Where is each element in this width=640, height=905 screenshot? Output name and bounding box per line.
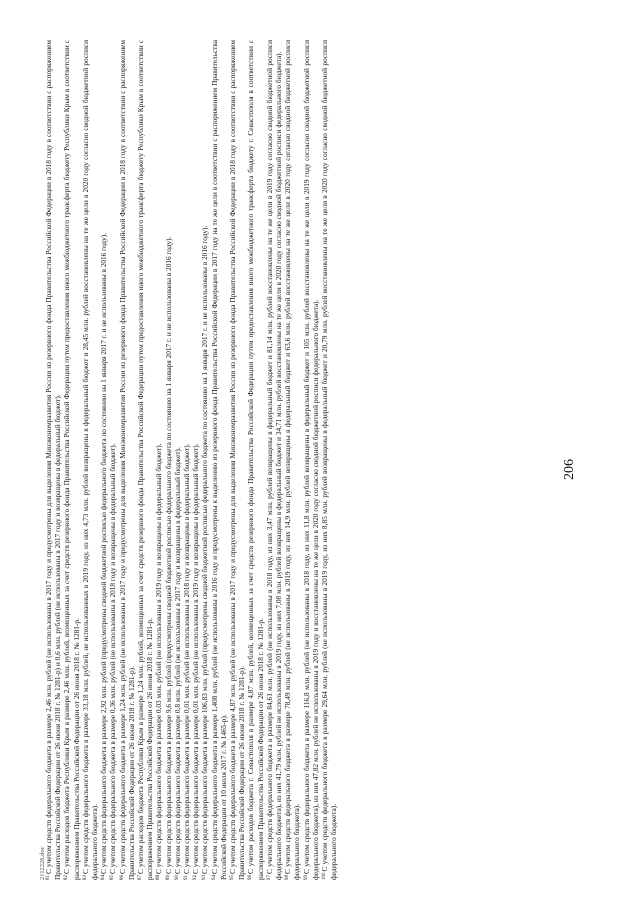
document-code: 2112226.doc (39, 846, 46, 880)
footnote: $^{90}$С учетом средств федерального бюджета в размере 0,8 млн. рублей (не использованы в 2017 году и возвращены в федеральный бюджет). (172, 447, 182, 880)
footnote: $^{94}$С учетом средств федерального бюджета в размере 1,408 млн. рублей (не использованы в 2016 году и предусмотрены к выделению из резервного фонда Правительства Российской Федерации в 2017 году на те же цели в соответствии с распоряжением Правительства Российской Федерации от 10 июля 2017 г. № 1465-р). (209, 40, 228, 880)
footnote: $^{83}$С учетом средств федерального бюджета в размере 33,18 млн. рублей, не использованных в 2019 году, из них 4,73 млн. рублей возвращены в федеральный бюджет и 28,45 млн. рублей восстановлены на те же цели в 2020 году согласно сводной бюджетной росписи федерального бюджета). (80, 40, 100, 880)
footnote: $^{81}$С учетом средств федерального бюджета в размере 2,46 млн. рублей (не использованы в 2017 году и предусмотрены для выделения Минэкономразвития России из резервного фонда Правительства Российской Федерации в 2018 году в соответствии с распоряжением Правительства Российской Федерации от 26 июня 2018 г. № 1281-р) и 0,6 млн. рублей (не использованы в 2017 году и возвращены в федеральный бюджет). (44, 40, 63, 880)
footnote: $^{96}$С учетом расходов бюджета г. Севастополя в размере 4,87 млн. рублей, возмещенных за счет средств резервного фонда Правительства Российской Федерации путем предоставления иного межбюджетного трансферта бюджету г. Севастополя в соответствии с распоряжением Правительства Российской Федерации от 26 июня 2018 г. № 1281-р. (246, 40, 265, 880)
footnote: $^{99}$С учетом средств федерального бюджета в размере 116,8 млн. рублей (не использованы в 2018 году, из них 11,8 млн. рублей возвращены в федеральный бюджет и 105 млн. рублей восстановлены на те же цели в 2019 году согласно сводной бюджетной росписи федерального бюджета), из них 47,82 млн. рублей не использованы в 2019 году и восстановлены на те же цели в 2020 году согласно сводной бюджетной росписи федерального бюджета). (301, 40, 320, 880)
footnote: $^{85}$С учетом средств федерального бюджета в размере 0,36 млн. рублей (не использованы в 2018 году и возвращены в федеральный бюджет). (108, 443, 118, 880)
footnote: $^{86}$С учетом средств федерального бюджета в размере 1,24 млн. рублей (не использованы в 2017 году и предусмотрены для выделения Минэкономразвития России из резервного фонда Правительства Российской Федерации в 2018 году в соответствии с распоряжением Правительства Российской Федерации от 26 июня 2018 г. № 1281-р). (117, 40, 136, 880)
footnote: $^{91}$С учетом средств федерального бюджета в размере 0,01 млн. рублей (не использованы в 2018 году и возвращены в федеральный бюджет). (182, 443, 192, 880)
footnote: $^{93}$С учетом средств федерального бюджета в размере 106,83 млн. рублей (предусмотрены сводной бюджетной росписью федерального бюджета по состоянию на 1 января 2017 г. и не использованы в 2016 году). (200, 225, 210, 880)
footnote: $^{97}$С учетом средств федерального бюджета в размере 84,61 млн. рублей (не использованы в 2018 году, из них 3,47 млн. рублей возвращены в федеральный бюджет и 81,14 млн. рублей восстановлены на те же цели в 2019 году согласно сводной бюджетной росписи федерального бюджета), из них 41,79 млн. рублей не использованы в 2019 году, из них 7,08 млн. рублей возвращены в федеральный бюджет и 34,71 млн. рублей восстановлены на те же цели в 2020 году согласно сводной бюджетной росписи федерального бюджета). (264, 40, 284, 880)
rotated-content (39, 40, 584, 880)
footnote: $^{87}$С учетом расходов бюджета Республики Крым в размере 1,24 млн. рублей, возмещенных за счет средств резервного фонда Правительства Российской Федерации путем предоставления иного межбюджетного трансферта бюджету Республики Крым в соответствии с распоряжением Правительства Российской Федерации от 26 июня 2018 г. № 1281-р. (136, 40, 155, 880)
footnote: $^{95}$С учетом средств федерального бюджета в размере 4,87 млн. рублей (не использованы в 2017 году и предусмотрены для выделения Минэкономразвития России из резервного фонда Правительства Российской Федерации в 2018 году в соответствии с распоряжением Правительства Российской Федерации от 26 июня 2018 г. № 1281-р). (228, 40, 247, 880)
footnote: $^{84}$С учетом средств федерального бюджета в размере 2,92 млн. рублей (предусмотрены сводной бюджетной росписью федерального бюджета по состоянию на 1 января 2017 г. и не использованы в 2016 году). (99, 232, 109, 880)
page-number: 206 (562, 459, 577, 480)
footnote: $^{100}$С учетом средств федерального бюджета в размере 29,64 млн. рублей (не использованы в 2019 году, из них 8,85 млн. рублей возвращены в федеральный бюджет и 20,79 млн. рублей восстановлены на те же цели в 2020 году согласно сводной бюджетной росписи федерального бюджета). (320, 40, 339, 880)
footnote: $^{92}$С учетом средств федерального бюджета в размере 0,01 млн. рублей (не использованы в 2019 году и возвращены в федеральный бюджет). (191, 443, 201, 880)
footnote: $^{82}$С учетом расходов бюджета Республики Крым в размере 2,46 млн. рублей, возмещенных за счет средств резервного фонда Правительства Российской Федерации путем предоставления иного межбюджетного трансферта бюджету Республики Крым в соответствии с распоряжением Правительства Российской Федерации от 26 июня 2018 г. № 1281-р. (62, 40, 81, 880)
footnote: $^{89}$С учетом средств федерального бюджета в размере 9,6 млн. рублей (предусмотрены сводной бюджетной росписью федерального бюджета по состоянию на 1 января 2017 г. и не использованы в 2016 году). (163, 236, 173, 880)
footnote: $^{98}$С учетом средств федерального бюджета в размере 78,49 млн. рублей (не использованы в 2019 году, из них 14,9 млн. рублей возвращены в федеральный бюджет и 63,6 млн. рублей восстановлены на те же цели в 2020 году согласно сводной бюджетной росписи федерального бюджета). (283, 40, 302, 880)
footnote: $^{88}$С учетом средств федерального бюджета в размере 0,03 млн. рублей (не использованы в 2019 году и возвращены в федеральный бюджет). (154, 443, 164, 880)
footnotes-block (44, 40, 549, 880)
